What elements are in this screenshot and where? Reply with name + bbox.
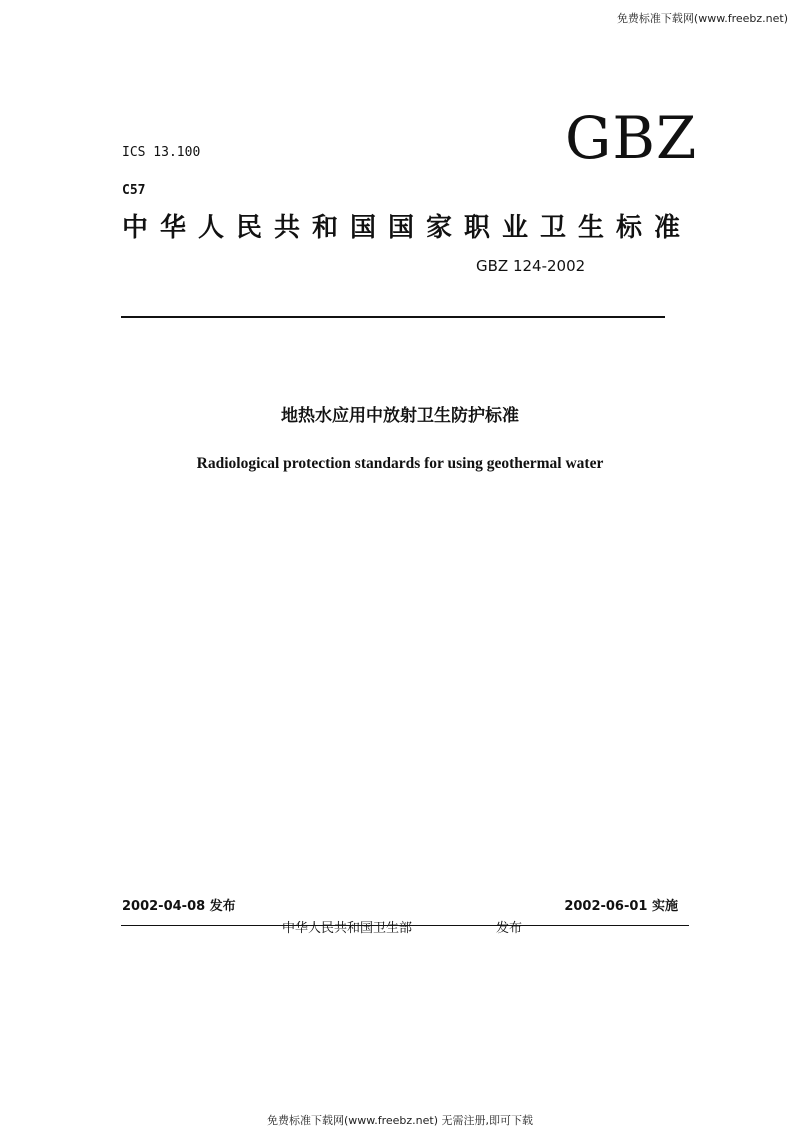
implementation-date: 2002-06-01 实施 <box>564 899 678 914</box>
document-title-zh: 地热水应用中放射卫生防护标准 <box>281 406 519 426</box>
standard-category-title: 中华人民共和国国家职业卫生标准 <box>122 213 693 243</box>
issue-label: 发布 <box>496 921 523 936</box>
ccs-code: C57 <box>122 183 146 198</box>
standard-number: GBZ 124-2002 <box>476 257 586 275</box>
header-divider <box>121 316 665 318</box>
standard-mark: GBZ <box>565 104 698 172</box>
watermark-bottom: 免费标准下载网(www.freebz.net) 无需注册,即可下载 <box>266 1114 534 1127</box>
watermark-top: 免费标准下载网(www.freebz.net) <box>616 12 788 25</box>
ics-code: ICS 13.100 <box>122 145 201 160</box>
issuing-authority: 中华人民共和国卫生部 <box>282 921 413 936</box>
document-title-en: Radiological protection standards for using geothermal water <box>196 455 604 472</box>
issue-date: 2002-04-08 发布 <box>122 899 236 914</box>
